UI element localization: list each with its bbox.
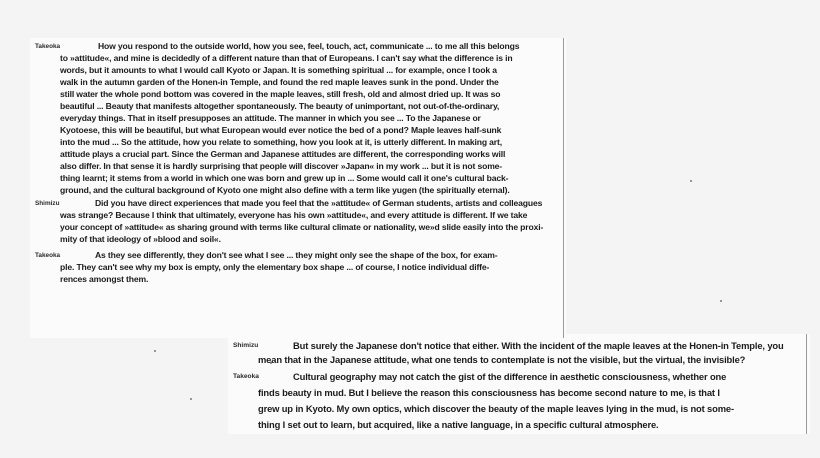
text-line: Kyotoese, this will be beautiful, but what European would ever notice the bed of a pond? Maple leaves half-sunk — [60, 125, 502, 135]
text-line: ple. They can't see why my box is empty, only the elementary box shape ... of course, I notice individual diffe- — [60, 262, 490, 272]
text-line: As they see differently, they don't see what I see ... they might only see the shape of the box, for exam- — [95, 250, 498, 260]
text-line: also differ. In that sense it is hardly surprising that people will discover »Japan« in my work ... but it is not some- — [60, 161, 503, 171]
text-line: into the mud ... So the attitude, how you relate to something, how you look at it, is utterly different. In making art, — [60, 137, 502, 147]
text-line: mean that in the Japanese attitude, what one tends to contemplate is not the visible, but the virtual, the invisible? — [258, 354, 746, 365]
text-line: walk in the autumn garden of the Honen-in Temple, and found the red maple leaves sunk in the pond. Under the — [60, 77, 499, 87]
scan-speck — [720, 300, 722, 302]
text-line: finds beauty in mud. But I believe the reason this consciousness has become second nature to me, is that I — [258, 387, 720, 398]
text-line: rences amongst them. — [60, 274, 149, 284]
text-line: mity of that ideology of »blood and soil«. — [60, 234, 221, 244]
text-line: your concept of »attitude« as sharing ground with terms like cultural climate or nationality, we»d slide easily into the proxi- — [60, 222, 544, 232]
text-line: everyday things. That in itself presupposes an attitude. The manner in which you see ... To the Japanese or — [60, 113, 481, 123]
text-line: beautiful ... Beauty that manifests altogether spontaneously. The beauty of unimportant, not out-of-the-ordinary, — [60, 101, 500, 111]
text-line: ground, and the cultural background of Kyoto one might also define with a term like yugen (the spiritually eternal). — [60, 185, 510, 195]
text-line: Cultural geography may not catch the gist of the difference in aesthetic consciousness, whether one — [293, 371, 727, 382]
scan-speck — [690, 180, 692, 182]
text-line: was strange? Because I think that ultimately, everyone has his own »attitude«, and every attitude is different. If we take — [60, 210, 528, 220]
text-line: thing learnt; it stems from a world in which one was born and grew up in ... Some would call it one's cultural back- — [60, 173, 509, 183]
text-line: How you respond to the outside world, how you see, feel, touch, act, communicate ... to me all this belongs — [98, 41, 520, 51]
speaker-label: Takeoka — [35, 252, 61, 259]
text-line: Did you have direct experiences that made you feel that the »attitude« of German students, artists and colleagues — [95, 198, 543, 208]
speaker-label: Shimizu — [35, 200, 60, 207]
text-line: words, but it amounts to what I would call Kyoto or Japan. It is something spiritual ... for example, once I took a — [60, 65, 497, 75]
text-line: grew up in Kyoto. My own optics, which discover the beauty of the maple leaves lying in the mud, is not some- — [258, 403, 734, 414]
text-line: thing I set out to learn, but acquired, like a native language, in a specific cultural atmosphere. — [258, 419, 659, 430]
text-line: to »attitude«, and mine is decidedly of a different nature than that of Europeans. I can't say what the difference is in — [60, 53, 513, 63]
speaker-label: Shimizu — [233, 342, 259, 349]
scan-speck — [190, 398, 192, 400]
text-line: attitude plays a crucial part. Since the German and Japanese attitudes are different, the corresponding works will — [60, 149, 506, 159]
speaker-label: Takeoka — [233, 373, 259, 380]
speaker-label: Takeoka — [35, 43, 61, 50]
scan-edge-line — [563, 38, 564, 338]
scan-edge-line — [806, 334, 807, 434]
scan-speck — [154, 350, 156, 352]
text-line: But surely the Japanese don't notice that either. With the incident of the maple leaves at the Honen-in Temple, you — [293, 340, 784, 351]
text-line: still water the whole pond bottom was covered in the maple leaves, still fresh, old and almost dried up. It was so — [60, 89, 501, 99]
